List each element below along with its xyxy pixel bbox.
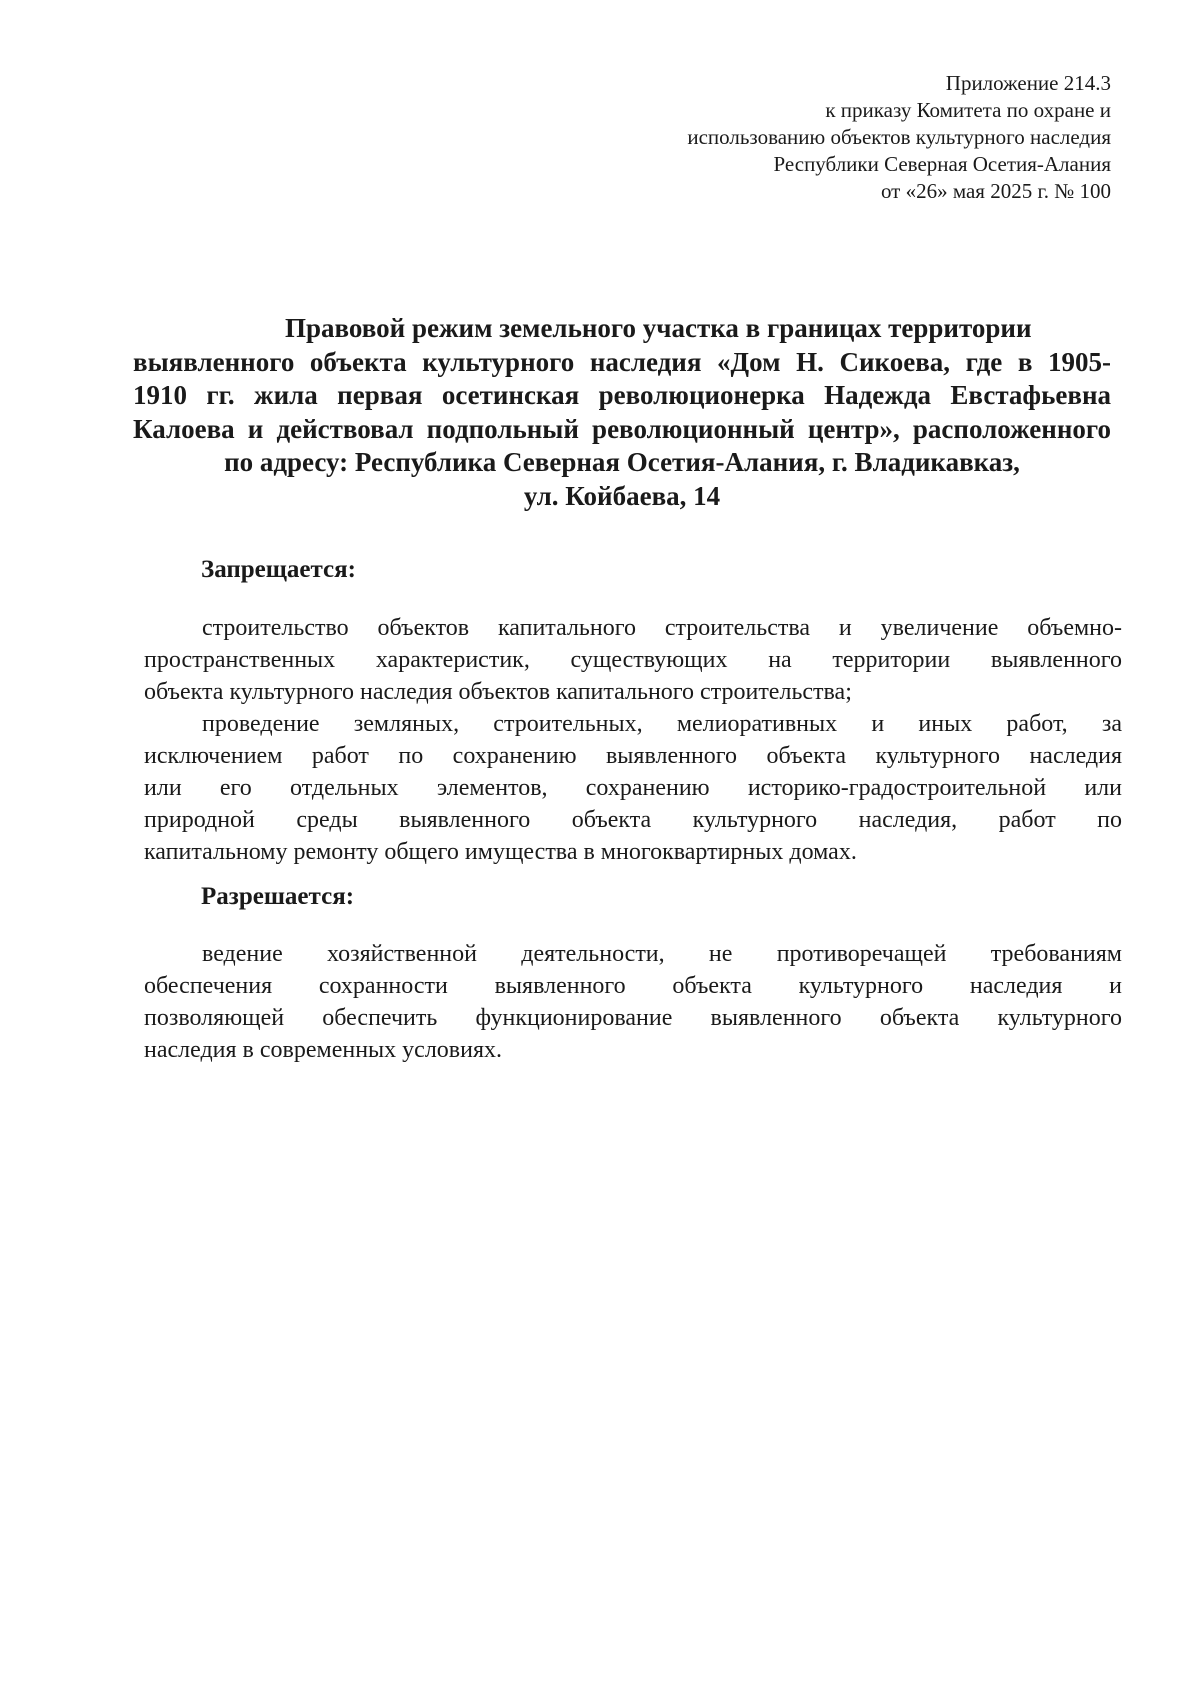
paragraph-line: пространственных характеристик, существующих на территории выявленного [144, 647, 1122, 673]
title-line: по адресу: Республика Северная Осетия-Алания, г. Владикавказ, [224, 447, 1020, 477]
prohibited-heading: Запрещается: [201, 556, 357, 583]
paragraph-line: ведение хозяйственной деятельности, не противоречащей требованиям [202, 941, 1122, 967]
paragraph-line: проведение земляных, строительных, мелиоративных и иных работ, за [202, 711, 1122, 737]
prohibited-paragraph-1 [144, 612, 1122, 708]
title-line: 1910 гг. жила первая осетинская революционерка Надежда Евстафьевна [133, 380, 1111, 410]
paragraph-line: наследия в современных условиях. [144, 1037, 503, 1063]
paragraph-line: исключением работ по сохранению выявленного объекта культурного наследия [144, 743, 1122, 769]
document-title [133, 312, 1111, 513]
paragraph-line: позволяющей обеспечить функционирование выявленного объекта культурного [144, 1005, 1122, 1031]
title-line: ул. Койбаева, 14 [523, 480, 721, 511]
title-line: выявленного объекта культурного наследия «Дом Н. Сикоева, где в 1905- [133, 346, 1111, 377]
appendix-line-number: Приложение 214.3 [945, 71, 1111, 95]
prohibited-paragraph-2 [144, 708, 1122, 868]
appendix-header [551, 70, 1111, 205]
title-line: Калоева и действовал подпольный революционный центр», расположенного [133, 413, 1111, 444]
paragraph-line: строительство объектов капитального строительства и увеличение объемно- [202, 615, 1122, 641]
appendix-line-order: к приказу Комитета по охране и [825, 98, 1111, 122]
appendix-line-republic: Республики Северная Осетия-Алания [773, 152, 1111, 176]
paragraph-line: природной среды выявленного объекта культурного наследия, работ по [144, 807, 1122, 833]
paragraph-line: обеспечения сохранности выявленного объекта культурного наследия и [144, 973, 1122, 999]
appendix-line-committee: использованию объектов культурного наследия [687, 125, 1111, 149]
appendix-line-date: от «26» мая 2025 г. № 100 [880, 179, 1111, 203]
paragraph-line: объекта культурного наследия объектов капитального строительства; [144, 679, 852, 705]
permitted-paragraph-1 [144, 938, 1122, 1066]
paragraph-line: капитальному ремонту общего имущества в многоквартирных домах. [144, 839, 857, 865]
paragraph-line: или его отдельных элементов, сохранению историко-градостроительной или [144, 775, 1122, 801]
permitted-heading: Разрешается: [201, 883, 355, 910]
title-line: Правовой режим земельного участка в границах территории [285, 313, 1032, 343]
